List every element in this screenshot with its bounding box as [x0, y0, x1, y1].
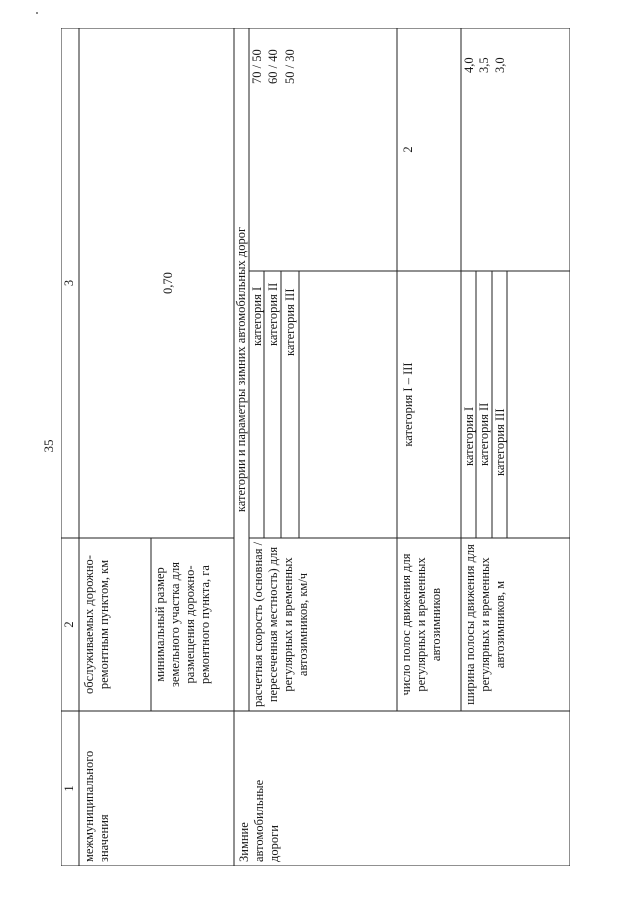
municipal-category: межмуниципального значения	[82, 750, 111, 862]
lane-width-category-3: категория III	[493, 408, 507, 476]
land-value: 0,70	[161, 272, 175, 294]
header-col-2: 2	[62, 621, 76, 628]
page-number: 35	[41, 439, 56, 453]
lanes-value: 2	[401, 146, 415, 153]
speed-category-1: категория I	[250, 286, 264, 346]
speed-value-1: 70 / 50	[250, 49, 264, 84]
winter-roads-category: Зимние автомобильные дороги	[237, 779, 281, 862]
lane-width-category-1: категория I	[462, 406, 476, 466]
scan-mark	[36, 12, 38, 14]
service-label: обслуживаемых дорожно-ремонтным пунктом, км	[82, 555, 111, 694]
lanes-category: категория I – III	[401, 362, 415, 447]
speed-label: расчетная скорость (основная / пересеченная местность) для регулярных и временных автозимников, км/ч	[251, 541, 310, 708]
land-label: минимальный размер земельного участка для размещения дорожно-ремонтного пункта, га	[153, 562, 212, 688]
lane-width-value-1: 4,0	[462, 57, 476, 73]
lane-width-value-2: 3,5	[477, 57, 491, 73]
header-col-1: 1	[62, 785, 76, 792]
winter-section-title: категории и параметры зимних автомобильных дорог	[234, 226, 248, 513]
rotated-table	[61, 28, 570, 866]
header-col-3: 3	[62, 279, 76, 287]
speed-category-2: категория II	[266, 282, 280, 346]
lanes-label: число полос движения для регулярных и временных автозимников	[399, 553, 443, 696]
speed-value-3: 50 / 30	[283, 49, 297, 84]
lane-width-label: ширина полосы движения для регулярных и временных автозимников, м	[463, 544, 507, 705]
speed-category-3: категория III	[283, 288, 297, 356]
lane-width-category-2: категория II	[477, 402, 491, 466]
speed-value-2: 60 / 40	[266, 49, 280, 84]
lane-width-value-3: 3,0	[493, 57, 507, 73]
